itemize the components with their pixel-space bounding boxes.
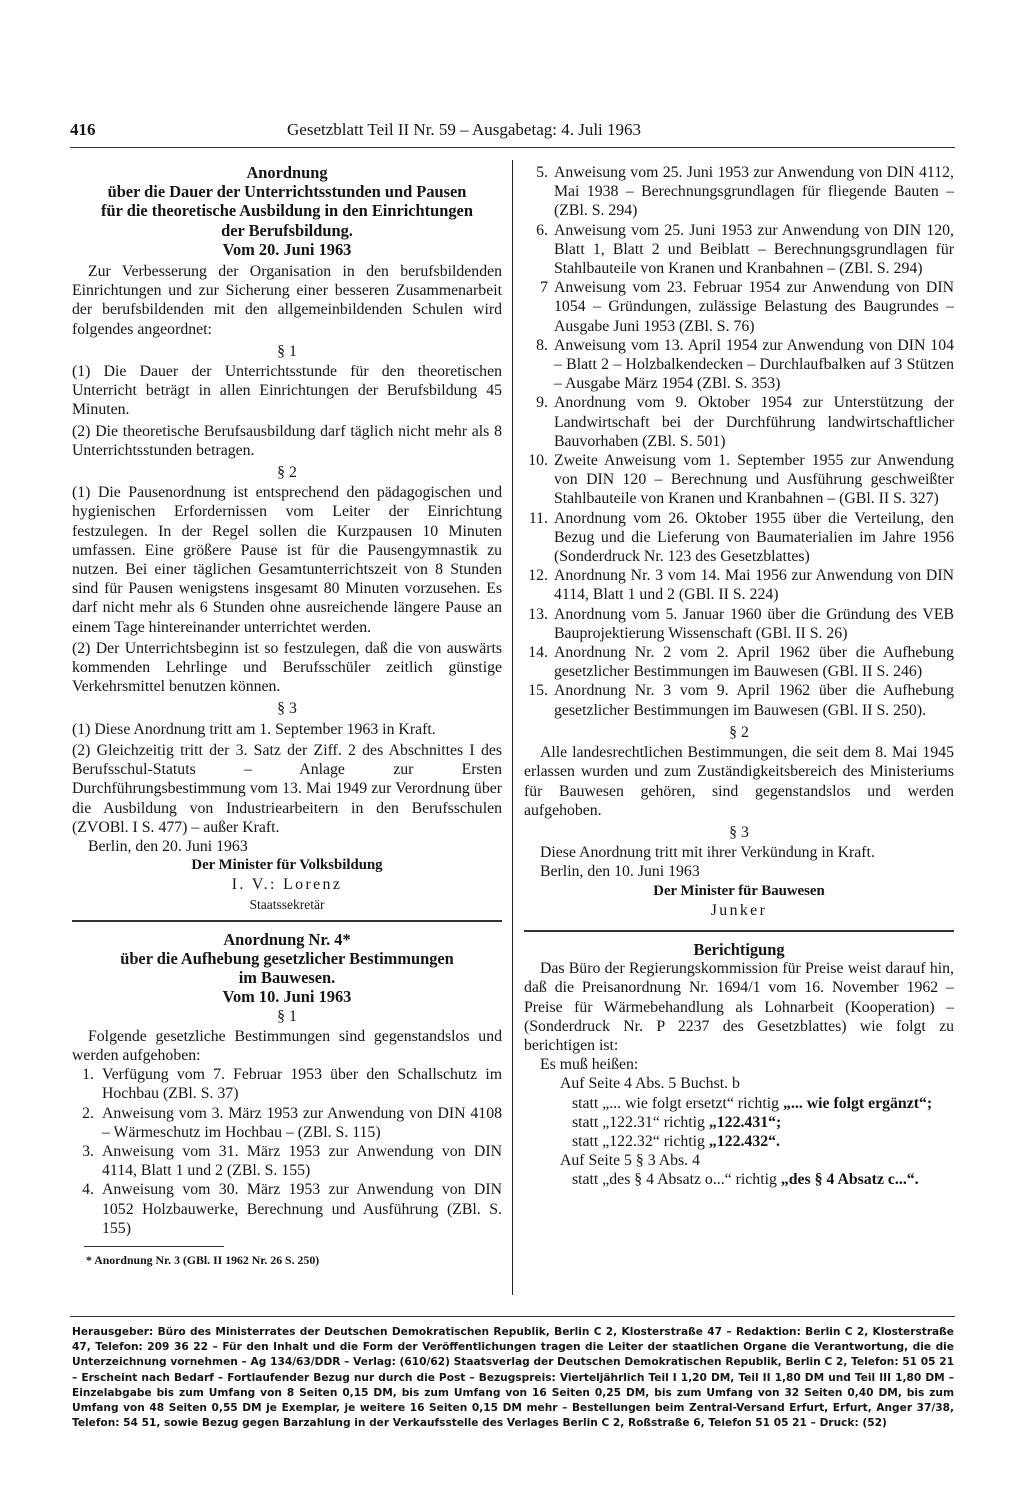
doc1-title: [72, 163, 502, 259]
item-number: 9.: [536, 394, 548, 412]
page-number: 416: [70, 120, 96, 139]
doc2-s2-text: Alle landesrechtlichen Bestimmungen, die seit dem 8. Mai 1945 erlassen wurden und zum Zuständigkeitsbereich des Ministeriums für Bauwesen gehören, sind gegenstandslos und werden aufgehoben.: [524, 744, 954, 819]
item-text: Verfügung vom 7. Februar 1953 über den Schallschutz im Hochbau (ZBl. S. 37): [102, 1066, 502, 1103]
doc1-s2-p2: (2) Der Unterrichtsbeginn ist so festzulegen, daß die von auswärts kommenden Lehrlinge und Berufsschüler zeitlich günstige Verkehrsmittel benutzen können.: [72, 639, 502, 696]
footer-rule: [70, 1316, 955, 1317]
doc2-title-line: über die Aufhebung gesetzlicher Bestimmungen: [120, 948, 454, 968]
doc2-signer-org: Der Minister für Bauwesen: [653, 882, 825, 899]
correction-new: „122.431“;: [708, 1113, 782, 1131]
item-number: 3.: [82, 1142, 94, 1160]
left-column: [72, 163, 502, 1270]
item-number: 11.: [528, 509, 548, 527]
list-item: [524, 163, 954, 221]
item-text: Anweisung vom 13. April 1954 zur Anwendung von DIN 104 – Blatt 2 – Holzbalkendecken – Durchlaufbalken auf 3 Stützen – Ausgabe März 1954 (ZBl. S. 353): [554, 336, 954, 393]
doc1-intro: Zur Verbesserung der Organisation in den berufsbildenden Einrichtungen und zur Sicherung einer besseren Zusammenarbeit der berufsbildenden mit den allgemeinbildenden Schulen wird folgendes angeordnet:: [72, 263, 502, 338]
imprint-footer: Herausgeber: Büro des Ministerrates der Deutschen Demokratischen Republik, Berlin C 2, Klosterstraße 47 – Redaktion: Berlin C 2, Klosterstraße 47, Telefon: 209 36 22 – Für den Inhalt und die Form der Veröffentlichungen tragen die Leiter der staatlichen Organe die Verantwortung, die die Unterzeichnung vornehmen – Ag 134/63/DDR – Verlag: (610/62) Staatsverlag der Deutschen Demokratischen Republik, Berlin C 2, Telefon: 51 05 21 – Erscheint nach Bedarf – Fortlaufender Bezug nur durch die Post – Bezugspreis: Vierteljährlich Teil I 1,20 DM, Teil II 1,80 DM und Teil III 1,80 DM – Einzelabgabe bis zum Umfang von 8 Seiten 0,15 DM, bis zum Umfang von 16 Seiten 0,25 DM, bis zum Umfang von 32 Seiten 0,40 DM, bis zum Umfang von 48 Seiten 0,55 DM je Exemplar, je weitere 16 Seiten 0,15 DM mehr – Bestellungen beim Zentral-Versand Erfurt, Erfurt, Anger 37/38, Telefon: 54 51, sowie Bezug gegen Barzahlung in der Verkaufsstelle des Verlages Berlin C 2, Roßstraße 6, Telefon 51 05 21 – Druck: (52): [72, 1326, 954, 1430]
footnote-rule: [84, 1246, 224, 1247]
list-item: [72, 1104, 502, 1142]
doc2-s3-text: Diese Anordnung tritt mit ihrer Verkündung in Kraft.: [540, 844, 875, 862]
list-item: [524, 605, 954, 643]
doc2-section-3: § 3: [729, 823, 749, 841]
doc2-title-line: Anordnung Nr. 4*: [223, 929, 351, 949]
item-number: 10.: [528, 452, 548, 470]
list-item: [524, 509, 954, 567]
doc3-page4-ref: Auf Seite 4 Abs. 5 Buchst. b: [560, 1075, 740, 1093]
doc2-title-line: Vom 10. Juni 1963: [222, 987, 352, 1007]
item-text: Anordnung Nr. 2 vom 2. April 1962 über die Aufhebung gesetzlicher Bestimmungen im Bauwesen (GBl. II S. 246): [554, 644, 954, 681]
correction-3: [524, 1132, 954, 1151]
doc1-s2-p1: (1) Die Pausenordnung ist entsprechend den pädagogischen und hygienischen Erfordernissen vom Leiter der Einrichtung festzulegen. In der Regel sollen die Kurzpausen 10 Minuten umfassen. Eine größere Pause ist für die Pausengymnastik zu nutzen. Bei einer täglichen Gesamtunterrichtszeit von 8 Stunden sind für Pausen wenigstens insgesamt 80 Minuten vorzusehen. Es darf nicht mehr als 6 Stunden ohne ausreichende längere Pause an einem Tage hintereinander unterrichtet werden.: [72, 484, 502, 636]
item-text: Anordnung vom 9. Oktober 1954 zur Unterstützung der Landwirtschaft bei der Durchführung landwirtschaftlicher Bauvorhaben (ZBl. S. 501): [554, 394, 954, 450]
list-item: [524, 336, 954, 394]
item-text: Anordnung Nr. 3 vom 9. April 1962 über die Aufhebung gesetzlicher Bestimmungen im Bauwesen (GBl. II S. 250).: [554, 682, 954, 719]
doc1-section-3: § 3: [277, 700, 297, 718]
list-item: [72, 1065, 502, 1103]
list-item: [524, 278, 954, 336]
doc1-title-line: über die Dauer der Unterrichtsstunden und Pausen: [107, 182, 467, 202]
list-item: [524, 221, 954, 279]
doc2-section-1: § 1: [277, 1007, 297, 1025]
correction-2: [524, 1113, 954, 1132]
item-number: 4.: [82, 1181, 94, 1199]
doc3-intro: Das Büro der Regierungskommission für Preise weist darauf hin, daß die Preisanordnung Nr. 1694/1 vom 16. November 1962 – Preise für Wärmebehandlung als Lohnarbeit (Kooperation) – (Sonderdruck Nr. P 2237 des Gesetzblattes) wie folgt zu berichtigen ist:: [524, 960, 954, 1054]
correction-old: statt „... wie folgt ersetzt“ richtig: [572, 1094, 783, 1112]
doc2-title-line: im Bauwesen.: [238, 968, 336, 988]
doc2-signer-name: Junker: [710, 901, 768, 919]
item-number: 8.: [536, 336, 548, 354]
list-item: [524, 393, 954, 451]
correction-old: statt „des § 4 Absatz o...“ richtig: [572, 1171, 781, 1189]
doc1-title-line: der Berufsbildung.: [221, 220, 353, 240]
correction-1: [524, 1094, 954, 1113]
correction-new: „des § 4 Absatz c...“.: [780, 1171, 919, 1189]
list-item: [524, 643, 954, 681]
item-number: 5.: [536, 164, 548, 181]
item-number: 1.: [82, 1066, 94, 1084]
running-header: Gesetzblatt Teil II Nr. 59 – Ausgabetag: 4. Juli 1963: [287, 120, 642, 139]
item-number: 14.: [528, 644, 548, 662]
doc1-signer-org: Der Minister für Volksbildung: [191, 857, 383, 874]
doc3-title: Berichtigung: [693, 939, 785, 959]
item-text: Anweisung vom 25. Juni 1953 zur Anwendung von DIN 120, Blatt 1, Blatt 2 und Beiblatt – Berechnungsgrundlagen für Stahlbauteile von Kranen und Kranbahnen – (ZBl. S. 294): [554, 221, 954, 278]
list-item: [72, 1180, 502, 1238]
footnote: * Anordnung Nr. 3 (GBl. II 1962 Nr. 26 S. 250): [86, 1252, 320, 1267]
correction-new: „122.432“.: [708, 1132, 780, 1150]
section-rule: [524, 930, 954, 932]
doc2-place-date: Berlin, den 10. Juni 1963: [540, 863, 700, 881]
doc1-s3-p1: (1) Diese Anordnung tritt am 1. September 1963 in Kraft.: [72, 720, 436, 738]
section-rule: [72, 920, 502, 922]
item-text: Anweisung vom 30. März 1953 zur Anwendung von DIN 1052 Holzbauwerke, Berechnung und Ausführung (ZBl. S. 155): [102, 1181, 502, 1237]
item-number: 7: [540, 279, 548, 297]
item-text: Anweisung vom 3. März 1953 zur Anwendung von DIN 4108 – Wärmeschutz im Hochbau – (ZBl. S. 115): [102, 1104, 502, 1141]
header-rule: [70, 147, 955, 148]
item-text: Anordnung vom 5. Januar 1960 über die Gründung des VEB Bauprojektierung Wissenschaft (GBl. II S. 26): [554, 605, 954, 642]
list-item: [524, 566, 954, 604]
doc1-s1-p1: (1) Die Dauer der Unterrichtsstunde für den theoretischen Unterricht beträgt in allen Einrichtungen der Berufsbildung 45 Minuten.: [72, 363, 502, 419]
doc1-signer-name: I. V.: Lorenz: [231, 876, 343, 894]
doc1-signer-title: Staatssekretär: [249, 896, 325, 912]
doc3-page5-ref: Auf Seite 5 § 3 Abs. 4: [560, 1152, 700, 1170]
correction-new: „... wie folgt ergänzt“;: [783, 1094, 933, 1112]
item-text: Anordnung Nr. 3 vom 14. Mai 1956 zur Anwendung von DIN 4114, Blatt 1 und 2 (GBl. II S. 224): [554, 567, 954, 604]
list-item: [524, 451, 954, 509]
doc2-section-2: § 2: [729, 723, 749, 741]
correction-4: [524, 1170, 954, 1189]
correction-old: statt „122.31“ richtig: [572, 1113, 709, 1131]
item-number: 2.: [82, 1104, 94, 1122]
list-item: [524, 681, 954, 719]
right-column: [524, 163, 954, 1190]
doc1-place-date: Berlin, den 20. Juni 1963: [88, 837, 248, 855]
item-number: 15.: [528, 682, 548, 700]
item-text: Anordnung vom 26. Oktober 1955 über die Verteilung, den Bezug und die Lieferung von Baumaterialien im Jahre 1956 (Sonderdruck Nr. 123 des Gesetzblattes): [554, 509, 954, 566]
item-text: Anweisung vom 23. Februar 1954 zur Anwendung von DIN 1054 – Gründungen, zulässige Belastung des Baugrundes – Ausgabe Juni 1953 (ZBl. S. 76): [554, 279, 954, 335]
doc3-es-muss: Es muß heißen:: [540, 1056, 639, 1074]
doc1-title-line: Vom 20. Juni 1963: [222, 239, 352, 259]
doc1-title-line: für die theoretische Ausbildung in den Einrichtungen: [101, 201, 473, 221]
item-number: 13.: [528, 605, 548, 623]
item-number: 6.: [536, 221, 548, 239]
doc1-title-line: Anordnung: [246, 163, 328, 182]
correction-old: statt „122.32“ richtig: [572, 1132, 709, 1150]
doc1-s3-p2: (2) Gleichzeitig tritt der 3. Satz der Ziff. 2 des Abschnittes I des Berufsschul-Statuts – Anlage zur Ersten Durchführungsbestimmung vom 13. Mai 1949 zur Verordnung über die Ausbildung von Industriearbeitern in den Berufsschulen (ZVOBl. I S. 477) – außer Kraft.: [72, 741, 502, 836]
column-divider: [512, 160, 513, 1295]
doc2-title: [72, 930, 502, 1007]
item-text: Anweisung vom 31. März 1953 zur Anwendung von DIN 4114, Blatt 1 und 2 (ZBl. S. 155): [102, 1142, 502, 1180]
doc2-intro: Folgende gesetzliche Bestimmungen sind gegenstandslos und werden aufgehoben:: [72, 1027, 502, 1064]
doc1-section-2: § 2: [277, 464, 297, 482]
item-number: 12.: [528, 567, 548, 585]
item-text: Anweisung vom 25. Juni 1953 zur Anwendung von DIN 4112, Mai 1938 – Berechnungsgrundlagen für fliegende Bauten – (ZBl. S. 294): [554, 164, 954, 220]
doc1-s1-p2: (2) Die theoretische Berufsausbildung darf täglich nicht mehr als 8 Unterrichtsstunden betragen.: [72, 422, 502, 459]
doc1-section-1: § 1: [277, 342, 297, 360]
list-item: [72, 1142, 502, 1180]
item-text: Zweite Anweisung vom 1. September 1955 zur Anwendung von DIN 120 – Berechnung und Ausführung geschweißter Stahlbauteile von Kranen und Kranbahnen – (GBl. II S. 327): [554, 452, 954, 508]
